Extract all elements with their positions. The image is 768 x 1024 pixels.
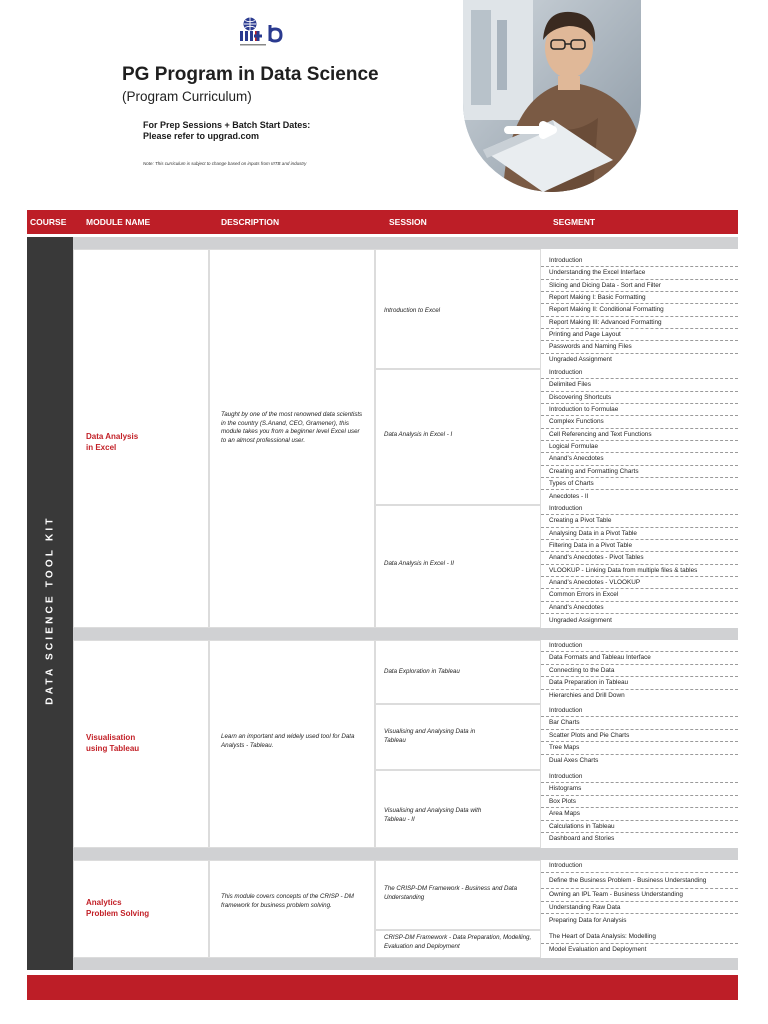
session-name: Data Exploration in Tableau [384,668,460,675]
segment-item: Report Making I: Basic Formatting [541,292,738,304]
segment-list [541,860,738,927]
segment-item: Ungraded Assignment [549,616,612,624]
separator-band [27,628,738,640]
segment-item: Cell Referencing and Text Functions [541,429,738,441]
segment-item: Model Evaluation and Deployment [549,946,647,954]
segment-item: Common Errors in Excel [541,589,738,601]
segment-list [541,367,738,503]
student-photo [463,0,641,192]
segment-item: Introduction [541,367,738,379]
segment-item: VLOOKUP - Linking Data from multiple files & tables [541,565,738,577]
segment-item: Preparing Data for Analysis [549,916,627,924]
segment-item: Scatter Plots and Pie Charts [541,730,738,742]
segment-item: Slicing and Dicing Data - Sort and Filter [541,280,738,292]
segment-item: Analysing Data in a Pivot Table [541,528,738,540]
page-subtitle: (Program Curriculum) [122,89,252,104]
segment-item: Anand's Anecdotes [541,602,738,614]
separator-band [27,958,738,970]
separator-band [27,237,738,249]
segment-item: Box Plots [541,796,738,808]
segment-item: Introduction [541,771,738,783]
module-name-analytics [86,897,149,919]
upgrad-reference-text: Please refer to upgrad.com [143,131,260,141]
segment-item: Ungraded Assignment [549,356,612,364]
segment-item: Creating and Formatting Charts [541,466,738,478]
session-name: The CRISP-DM Framework - Business and Data Understanding [384,885,518,901]
module-description: Learn an important and widely used tool for Data Analysts - Tableau. [221,733,355,749]
session-name: Data Analysis in Excel - II [384,560,454,567]
table-header [27,210,738,234]
segment-item: Data Formats and Tableau Interface [541,652,738,664]
segment-item: The Heart of Data Analysis: Modelling [541,931,738,944]
segment-item: Calculations in Tableau [541,821,738,833]
module-name-excel [86,431,138,453]
segment-item: Define the Business Problem - Business Understanding [541,873,738,890]
session-name: Visualising and Analysing Data with Tableau - II [384,807,482,823]
segment-item: Introduction [541,255,738,267]
description-column-header: DESCRIPTION [221,217,280,227]
segment-item: Dual Axes Charts [549,757,599,765]
segment-column-header: SEGMENT [553,217,596,227]
module-name-tableau [86,732,139,754]
module-name-line: Visualisation [86,733,136,742]
segment-item: Anand's Anecdotes - VLOOKUP [541,577,738,589]
curriculum-note: Note: This curriculum is subject to change based on inputs from IIITB and industry [143,161,307,166]
module-description: Taught by one of the most renowned data scientists in the country (S.Anand, CEO, Gramener), this module takes you from a beginner level Excel user to an almost professional user. [221,411,363,444]
segment-item: Types of Charts [541,478,738,490]
session-name: Data Analysis in Excel - I [384,431,453,438]
segment-item: Data Preparation in Tableau [541,677,738,689]
segment-item: Creating a Pivot Table [541,515,738,527]
module-name-line: Data Analysis [86,432,139,441]
segment-item: Discovering Shortcuts [541,392,738,404]
segment-item: Delimited Files [541,379,738,391]
module-column-header: MODULE NAME [86,217,151,227]
segment-list [541,255,738,366]
segment-item: Logical Formulae [541,441,738,453]
module-description: This module covers concepts of the CRISP - DM framework for business problem solving. [221,893,354,909]
segment-item: Complex Functions [541,416,738,428]
segment-list [541,771,738,845]
segment-item: Bar Charts [541,717,738,729]
segment-item: Hierarchies and Drill Down [549,692,625,700]
segment-item: Filtering Data in a Pivot Table [541,540,738,552]
segment-item: Understanding Raw Data [541,902,738,915]
segment-item: Understanding the Excel Interface [541,267,738,279]
session-name: Introduction to Excel [384,307,441,314]
course-name: DATA SCIENCE TOOL KIT [44,515,56,705]
module-name-line: Analytics [86,898,122,907]
segment-list [541,931,738,956]
segment-item: Printing and Page Layout [541,329,738,341]
segment-item: Introduction [541,705,738,717]
separator-band [27,848,738,860]
segment-item: Dashboard and Stories [549,835,615,843]
segment-item: Introduction [541,640,738,652]
module-name-line: in Excel [86,443,117,452]
segment-item: Anand's Anecdotes - Pivot Tables [541,552,738,564]
course-column-header: COURSE [30,217,67,227]
module-name-line: Problem Solving [86,909,150,918]
segment-item: Introduction [541,860,738,873]
iiitb-logo [240,16,284,50]
session-column-header: SESSION [389,217,427,227]
prep-sessions-text: For Prep Sessions + Batch Start Dates: [143,120,311,130]
module-name-line: using Tableau [86,744,140,753]
segment-item: Anand's Anecdotes [541,453,738,465]
segment-item: Report Making II: Conditional Formatting [541,304,738,316]
session-name: CRISP-DM Framework - Data Preparation, Modelling, Evaluation and Deployment [384,934,532,950]
segment-item: Tree Maps [541,742,738,754]
segment-item: Area Maps [541,808,738,820]
segment-list [541,640,738,702]
segment-item: Owning an IPL Team - Business Understanding [541,889,738,902]
segment-list [541,503,738,626]
page-title: PG Program in Data Science [122,64,379,85]
segment-list [541,705,738,767]
segment-item: Histograms [541,783,738,795]
segment-item: Report Making III: Advanced Formatting [541,317,738,329]
segment-item: Introduction to Formulae [541,404,738,416]
footer-bar [27,975,738,1000]
segment-item: Connecting to the Data [541,665,738,677]
segment-item: Introduction [541,503,738,515]
segment-item: Anecdotes - II [549,492,589,500]
segment-item: Passwords and Naming Files [541,341,738,353]
session-name: Visualising and Analysing Data in Tableau [384,728,476,744]
